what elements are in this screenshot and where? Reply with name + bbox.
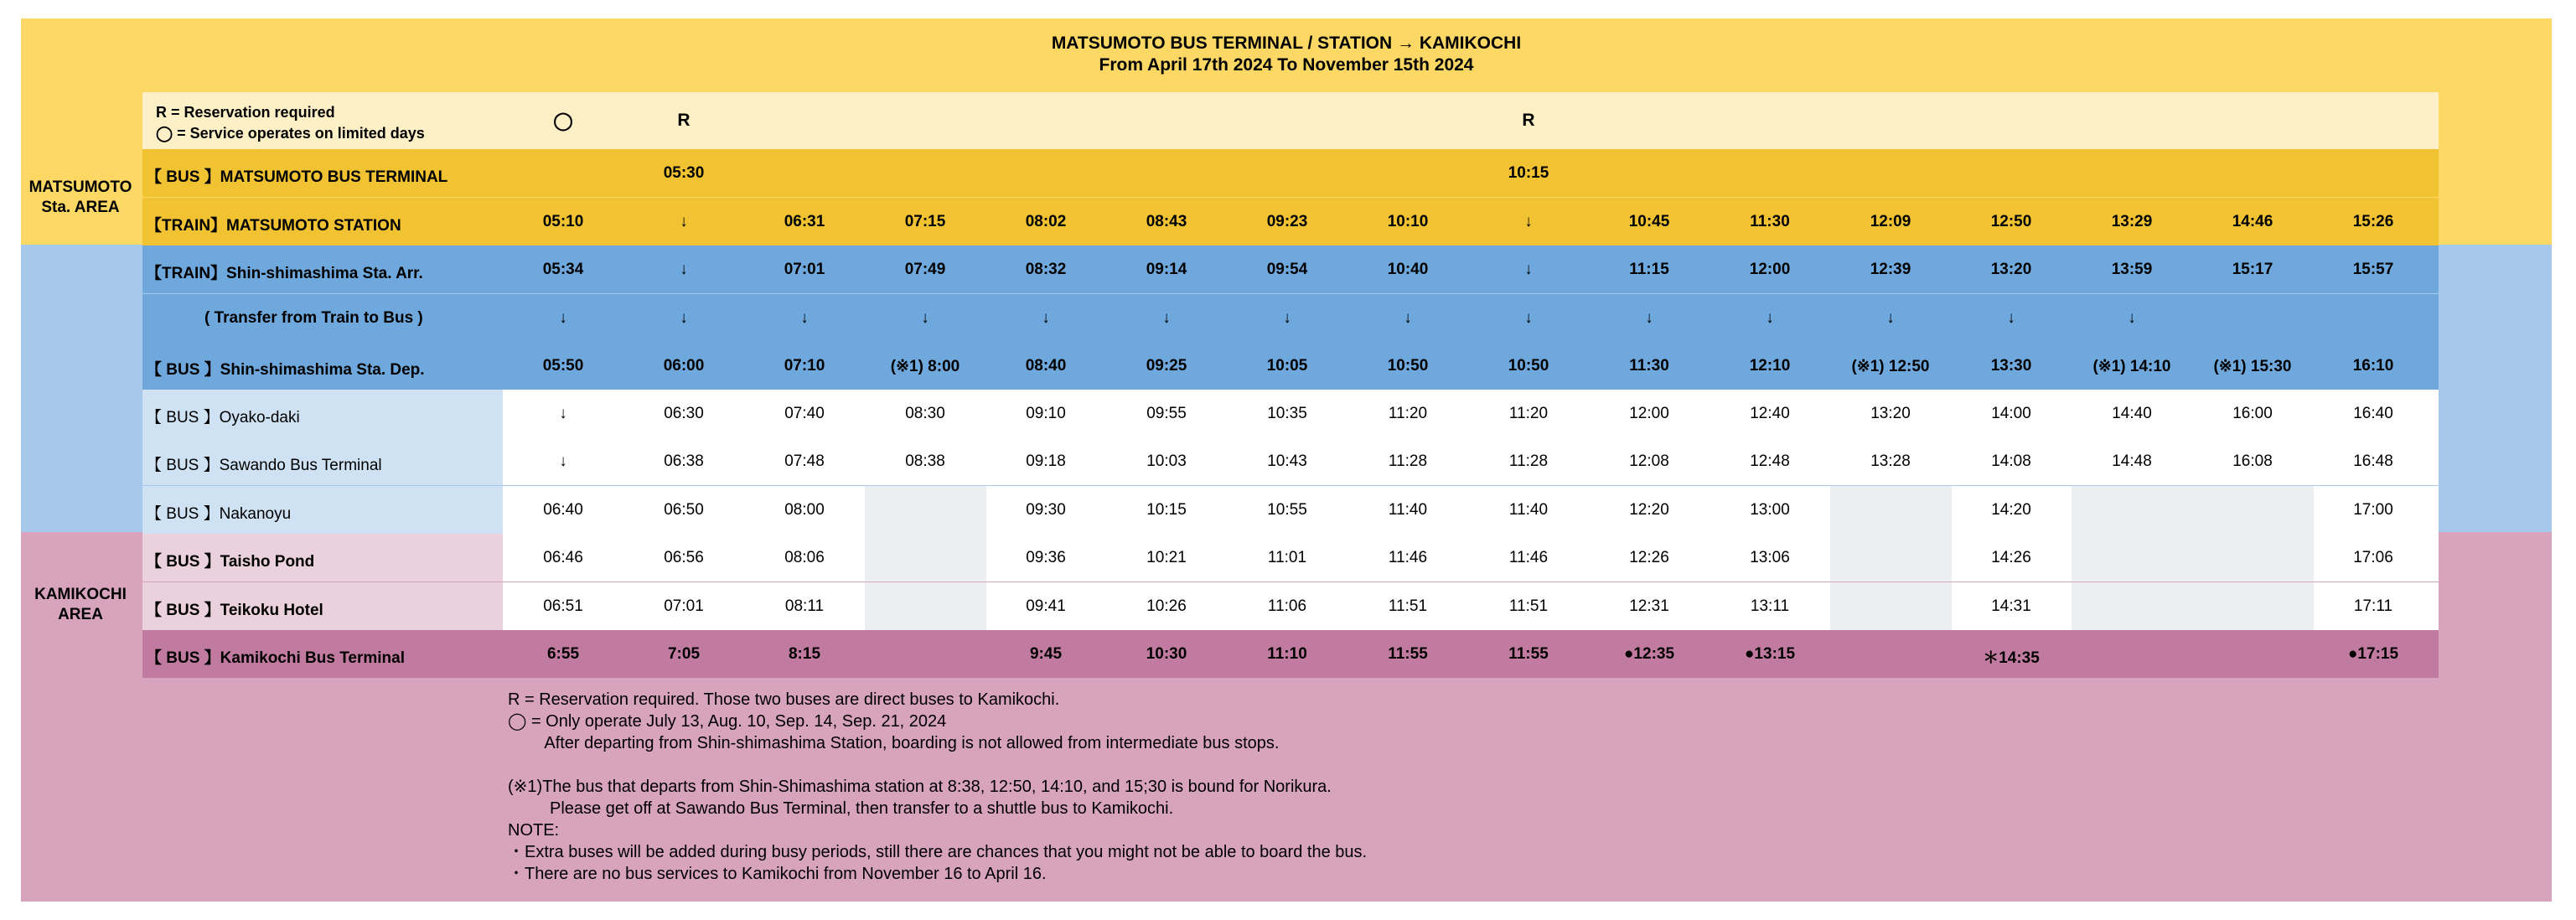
time-cell: 08:02 <box>1025 213 1067 230</box>
note-line: (※1)The bus that departs from Shin-Shimashima station at 8:38, 12:50, 14:10, and 15;30 is bound for Norikura. <box>508 778 1332 796</box>
time-cell: ＊14:35 <box>1983 649 2040 667</box>
no-service-cell <box>2192 534 2314 581</box>
no-service-cell <box>1830 534 1952 581</box>
stop-label: 【TRAIN】Shin-shimashima Sta. Arr. <box>146 265 423 282</box>
time-cell: 05:10 <box>542 213 584 230</box>
time-cell: 11:46 <box>1508 549 1549 566</box>
time-cell: 08:40 <box>1025 357 1067 375</box>
time-cell: 09:36 <box>1026 549 1066 566</box>
time-cell: ↓ <box>1404 309 1412 327</box>
time-cell: 11:40 <box>1388 501 1428 519</box>
time-cell: 15:26 <box>2352 213 2394 230</box>
time-cell: 12:26 <box>1629 549 1669 566</box>
time-cell: 16:00 <box>2232 405 2273 422</box>
time-cell: ↓ <box>680 213 688 230</box>
time-cell: 17:06 <box>2353 549 2393 566</box>
note-line: Please get off at Sawando Bus Terminal, then transfer to a shuttle bus to Kamikochi. <box>508 799 1174 818</box>
no-service-cell <box>2072 534 2193 581</box>
note-line: ・There are no bus services to Kamikochi from November 16 to April 16. <box>508 865 1047 883</box>
time-cell: ↓ <box>921 309 929 327</box>
time-cell: 06:38 <box>664 452 704 470</box>
column-mark: R <box>677 111 691 130</box>
time-cell: ↓ <box>559 452 567 470</box>
time-cell: 05:50 <box>542 357 584 375</box>
time-cell: 08:43 <box>1146 213 1187 230</box>
time-cell: 11:28 <box>1388 452 1428 470</box>
time-cell: 7:05 <box>667 645 701 663</box>
time-cell: 12:31 <box>1629 597 1669 615</box>
time-cell: ↓ <box>1524 213 1533 230</box>
note-line: ◯ = Only operate July 13, Aug. 10, Sep. 14, Sep. 21, 2024 <box>508 712 947 731</box>
time-cell: 07:49 <box>904 261 946 278</box>
time-cell: 14:00 <box>1991 405 2031 422</box>
stop-label: 【TRAIN】MATSUMOTO STATION <box>146 217 401 235</box>
time-cell: 10:03 <box>1146 452 1187 470</box>
time-cell: 14:31 <box>1991 597 2031 615</box>
time-cell: 14:26 <box>1991 549 2031 566</box>
time-cell: 07:40 <box>784 405 825 422</box>
stop-label: 【 BUS 】Oyako-daki <box>146 409 300 426</box>
time-cell: ↓ <box>559 405 567 422</box>
time-cell: 12:39 <box>1870 261 1911 278</box>
time-cell: 12:40 <box>1750 405 1790 422</box>
time-cell: 09:55 <box>1146 405 1187 422</box>
time-cell: 12:09 <box>1870 213 1911 230</box>
time-cell: 08:32 <box>1025 261 1067 278</box>
time-cell: 13:29 <box>2111 213 2153 230</box>
time-cell: 13:59 <box>2111 261 2153 278</box>
time-cell: 10:15 <box>1508 164 1549 182</box>
stop-label: 【 BUS 】Kamikochi Bus Terminal <box>146 649 405 667</box>
no-service-cell <box>2192 582 2314 630</box>
time-cell: 12:48 <box>1750 452 1790 470</box>
no-service-cell <box>865 582 986 630</box>
time-cell: 10:55 <box>1267 501 1307 519</box>
time-cell: (※1) 12:50 <box>1851 358 1930 375</box>
time-cell: 16:48 <box>2353 452 2393 470</box>
time-cell: ↓ <box>800 309 809 327</box>
time-cell: 14:40 <box>2112 405 2152 422</box>
time-cell: ↓ <box>1283 309 1291 327</box>
time-cell: 15:57 <box>2352 261 2394 278</box>
time-cell: 08:06 <box>784 549 825 566</box>
legend-item: ◯ = Service operates on limited days <box>156 125 425 142</box>
time-cell: ↓ <box>1524 261 1533 278</box>
time-cell: 11:40 <box>1508 501 1549 519</box>
stop-label: 【 BUS 】Shin-shimashima Sta. Dep. <box>146 361 425 379</box>
time-cell: ↓ <box>1524 309 1533 327</box>
time-cell: 07:48 <box>784 452 825 470</box>
time-cell: 10:05 <box>1266 357 1308 375</box>
column-mark: R <box>1522 111 1535 130</box>
stop-label: 【 BUS 】Teikoku Hotel <box>146 602 323 619</box>
time-cell: 07:01 <box>784 261 825 278</box>
time-cell: ↓ <box>1766 309 1774 327</box>
time-cell: 11:15 <box>1629 261 1669 278</box>
time-cell: 14:08 <box>1991 452 2031 470</box>
time-cell: 11:06 <box>1267 597 1307 615</box>
time-cell: 09:30 <box>1026 501 1066 519</box>
time-cell: 13:00 <box>1750 501 1790 519</box>
time-cell: 07:10 <box>784 357 825 375</box>
time-cell: ●12:35 <box>1623 645 1675 663</box>
time-cell: 12:50 <box>1990 213 2032 230</box>
time-cell: 14:48 <box>2112 452 2152 470</box>
time-cell: 12:00 <box>1749 261 1791 278</box>
time-cell: 07:01 <box>664 597 704 615</box>
time-cell: 10:40 <box>1387 261 1429 278</box>
time-cell: 06:40 <box>543 501 583 519</box>
time-cell: ●17:15 <box>2347 645 2399 663</box>
time-cell: 10:50 <box>1508 357 1549 375</box>
time-cell: 17:00 <box>2353 501 2393 519</box>
time-cell: 11:55 <box>1388 645 1428 663</box>
time-cell: 09:41 <box>1026 597 1066 615</box>
note-line: NOTE: <box>508 821 560 840</box>
time-cell: 07:15 <box>904 213 946 230</box>
kamikochi-area-label: KAMIKOCHI AREA <box>34 586 127 623</box>
time-cell: 10:26 <box>1146 597 1187 615</box>
time-cell: 06:31 <box>784 213 825 230</box>
time-cell: 06:50 <box>664 501 704 519</box>
time-cell: 9:45 <box>1029 645 1063 663</box>
time-cell: 10:45 <box>1628 213 1670 230</box>
time-cell: 09:23 <box>1266 213 1308 230</box>
timetable-title: MATSUMOTO BUS TERMINAL / STATION → KAMIKOCHI <box>1051 34 1522 53</box>
time-cell: 10:35 <box>1267 405 1307 422</box>
legend-item: R = Reservation required <box>156 104 335 121</box>
time-cell: 11:46 <box>1388 549 1428 566</box>
time-cell: 09:10 <box>1026 405 1066 422</box>
time-cell: 12:00 <box>1629 405 1669 422</box>
time-cell: 08:30 <box>905 405 945 422</box>
time-cell: 13:06 <box>1750 549 1790 566</box>
legend-row <box>142 92 2439 149</box>
time-cell: ↓ <box>1042 309 1050 327</box>
time-cell: 10:15 <box>1146 501 1187 519</box>
time-cell: 13:30 <box>1990 357 2032 375</box>
time-cell: ↓ <box>680 309 688 327</box>
no-service-cell <box>2192 486 2314 534</box>
time-cell: 14:20 <box>1991 501 2031 519</box>
time-cell: 05:30 <box>663 164 705 182</box>
time-cell: (※1) 15:30 <box>2213 358 2292 375</box>
note-line: ・Extra buses will be added during busy periods, still there are chances that you might not be able to board the bus. <box>508 843 1368 861</box>
time-cell: 11:51 <box>1508 597 1549 615</box>
time-cell: ↓ <box>1162 309 1171 327</box>
time-cell: 15:17 <box>2232 261 2273 278</box>
time-cell: 08:11 <box>784 597 825 615</box>
time-cell: 14:46 <box>2232 213 2273 230</box>
time-cell: 11:20 <box>1508 405 1549 422</box>
time-cell: 11:01 <box>1267 549 1307 566</box>
time-cell: 11:20 <box>1388 405 1428 422</box>
time-cell: 11:30 <box>1750 213 1790 230</box>
time-cell: 09:25 <box>1146 357 1187 375</box>
no-service-cell <box>2072 582 2193 630</box>
time-cell: 10:30 <box>1146 645 1187 663</box>
time-cell: 11:28 <box>1508 452 1549 470</box>
time-cell: 09:14 <box>1146 261 1187 278</box>
time-cell: 09:54 <box>1266 261 1308 278</box>
time-cell: 8:15 <box>788 645 821 663</box>
time-cell: 11:30 <box>1629 357 1669 375</box>
time-cell: 05:34 <box>542 261 584 278</box>
time-cell: 12:10 <box>1749 357 1791 375</box>
no-service-cell <box>1830 582 1952 630</box>
time-cell: 16:08 <box>2232 452 2273 470</box>
time-cell: 06:00 <box>663 357 705 375</box>
time-cell: (※1) 14:10 <box>2092 358 2171 375</box>
time-cell: 08:00 <box>784 501 825 519</box>
note-line <box>508 754 1367 776</box>
time-cell: ●13:15 <box>1744 645 1796 663</box>
time-cell: 16:10 <box>2352 357 2394 375</box>
time-cell: 06:30 <box>664 405 704 422</box>
legend <box>156 102 425 144</box>
time-cell: 12:20 <box>1629 501 1669 519</box>
time-cell: ↓ <box>559 309 567 327</box>
time-cell: (※1) 8:00 <box>890 358 960 375</box>
time-cell: 13:11 <box>1750 597 1790 615</box>
timetable-period: From April 17th 2024 To November 15th 2024 <box>1099 55 1474 75</box>
time-cell: 06:51 <box>543 597 583 615</box>
no-service-cell <box>1830 486 1952 534</box>
time-cell: 09:18 <box>1026 452 1066 470</box>
time-cell: 06:56 <box>664 549 704 566</box>
time-cell: 10:21 <box>1146 549 1187 566</box>
time-cell: ↓ <box>680 261 688 278</box>
time-cell: 16:40 <box>2353 405 2393 422</box>
time-cell: 12:08 <box>1629 452 1669 470</box>
time-cell: 13:28 <box>1870 452 1911 470</box>
no-service-cell <box>865 486 986 534</box>
time-cell: 6:55 <box>546 645 580 663</box>
stop-label: 【 BUS 】Sawando Bus Terminal <box>146 457 382 474</box>
matsumoto-area-label: MATSUMOTO Sta. AREA <box>28 178 132 216</box>
time-cell: 13:20 <box>1870 405 1911 422</box>
stop-label: ( Transfer from Train to Bus ) <box>204 309 423 327</box>
column-mark: ◯ <box>553 111 573 131</box>
time-cell: ↓ <box>1886 309 1895 327</box>
stop-label: 【 BUS 】Taisho Pond <box>146 553 315 571</box>
note-line: After departing from Shin-shimashima Station, boarding is not allowed from intermediate bus stops. <box>508 734 1280 752</box>
timetable-notes <box>508 689 1367 885</box>
no-service-cell <box>2072 486 2193 534</box>
time-cell: ↓ <box>2007 309 2015 327</box>
time-cell: 11:55 <box>1508 645 1549 663</box>
time-cell: 06:46 <box>543 549 583 566</box>
time-cell: ↓ <box>2128 309 2136 327</box>
stop-label: 【 BUS 】Nakanoyu <box>146 505 292 523</box>
time-cell: 11:10 <box>1267 645 1307 663</box>
time-cell: ↓ <box>1645 309 1653 327</box>
time-cell: 08:38 <box>905 452 945 470</box>
no-service-cell <box>865 534 986 581</box>
time-cell: 17:11 <box>2353 597 2393 615</box>
time-cell: 13:20 <box>1990 261 2032 278</box>
time-cell: 10:10 <box>1387 213 1429 230</box>
time-cell: 10:43 <box>1267 452 1307 470</box>
note-line: R = Reservation required. Those two buses are direct buses to Kamikochi. <box>508 690 1060 709</box>
time-cell: 11:51 <box>1388 597 1428 615</box>
stop-label: 【 BUS 】MATSUMOTO BUS TERMINAL <box>146 168 448 186</box>
time-cell: 10:50 <box>1387 357 1429 375</box>
